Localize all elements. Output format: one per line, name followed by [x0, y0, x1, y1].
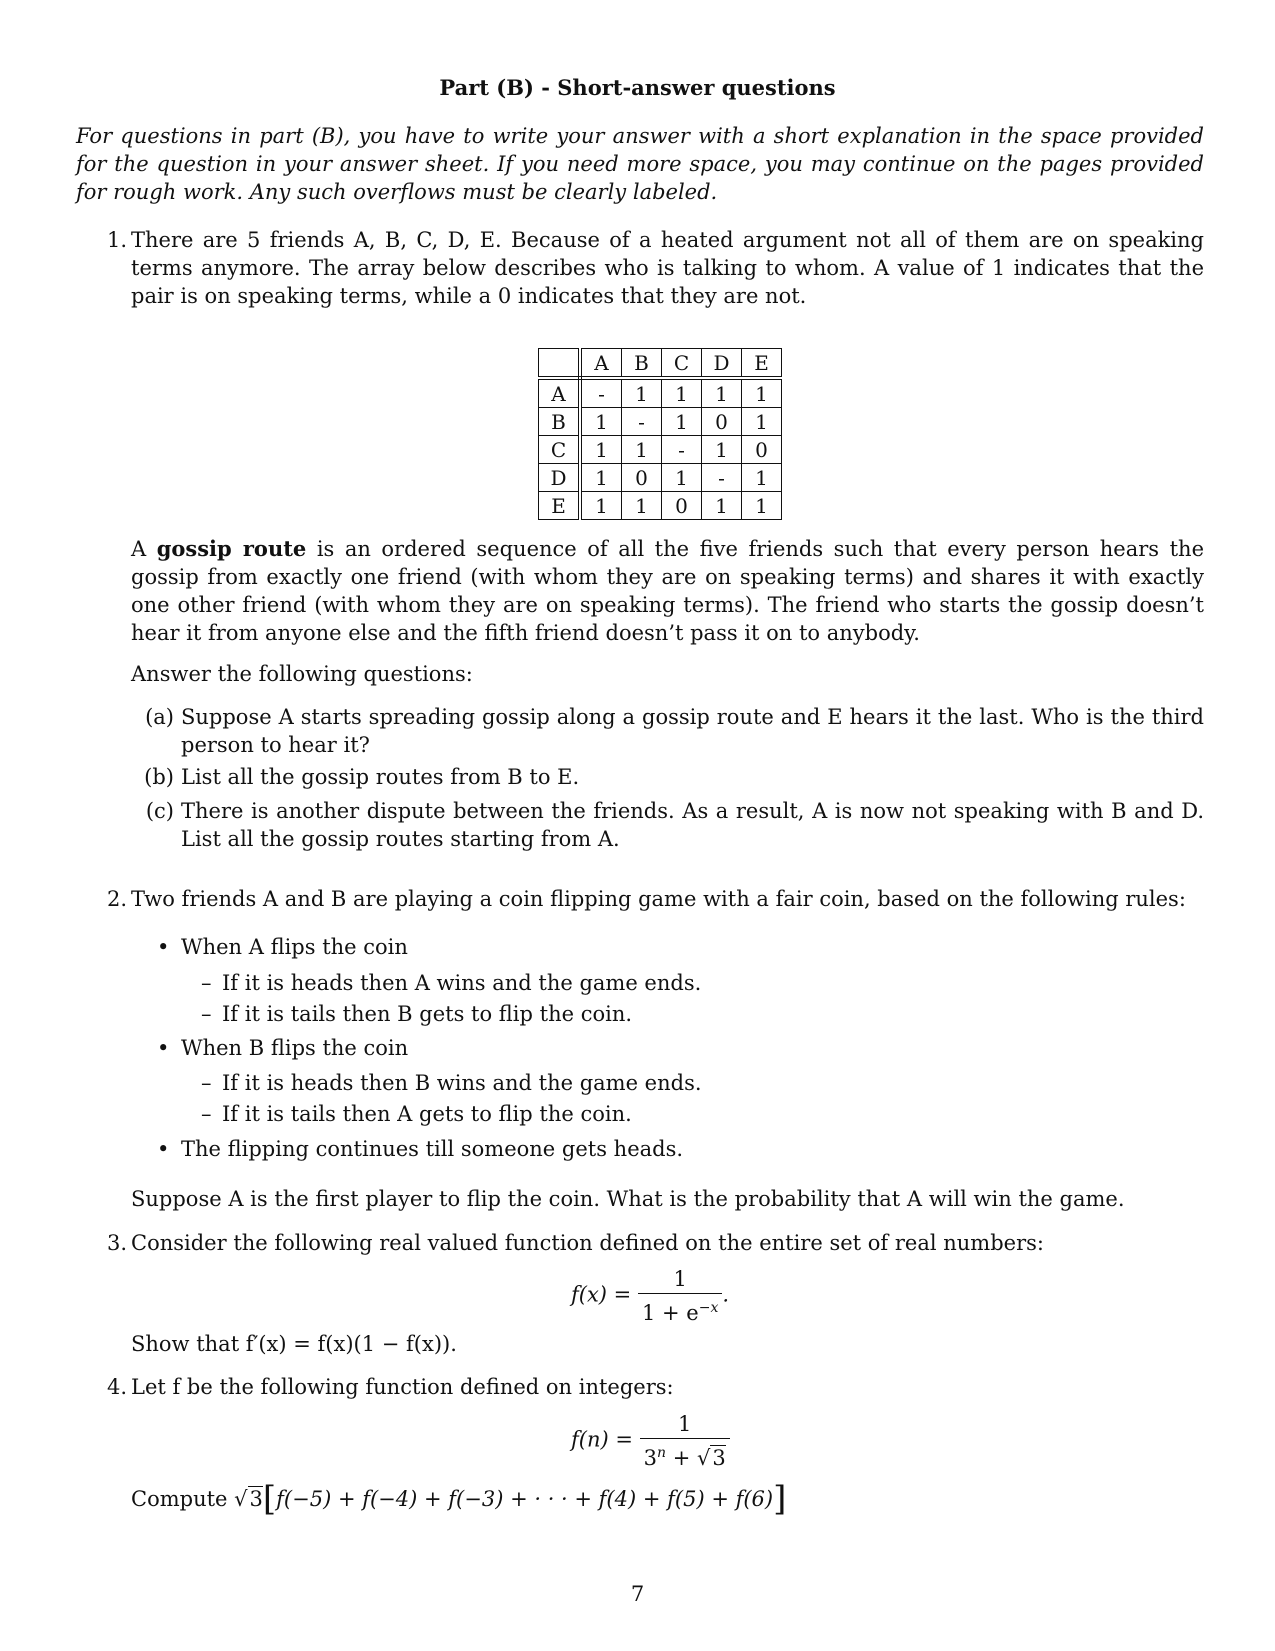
gossip-term: gossip route [156, 536, 307, 561]
speaking-terms-table [538, 348, 782, 520]
denominator [640, 1438, 730, 1472]
q4-text: Let f be the following function defined on integers: [131, 1375, 674, 1399]
table-cell: 1 [742, 464, 782, 492]
dash-icon: – [201, 1102, 212, 1126]
col-header: B [622, 349, 662, 379]
dash-icon: – [201, 1071, 212, 1095]
section-heading: Part (B) - Short-answer questions [439, 75, 836, 100]
q1-number: 1. [106, 228, 127, 252]
right-bracket: ] [773, 1479, 787, 1519]
q3-show: Show that f′(x) = f(x)(1 − f(x)). [131, 1332, 457, 1356]
gossip-route-definition [131, 535, 1204, 647]
bullet-text: When A flips the coin [181, 935, 408, 959]
compute-label: Compute √ [131, 1487, 248, 1511]
table-cell: 1 [662, 408, 702, 436]
bullet-icon: • [157, 1137, 170, 1161]
table-row [539, 436, 782, 464]
part-text: Suppose A starts spreading gossip along a gossip route and E hears it the last. Who is the third person to hear it? [181, 705, 1204, 757]
col-header: D [702, 349, 742, 379]
den-base: 3 [643, 1446, 658, 1470]
table-cell: 0 [622, 464, 662, 492]
denominator [638, 1293, 722, 1327]
table-cell: 1 [622, 436, 662, 464]
table-cell: 1 [742, 408, 782, 436]
q4-compute [131, 1479, 1204, 1519]
bullet-text: The flipping continues till someone gets heads. [181, 1137, 684, 1161]
part-text: There is another dispute between the friends. As a result, A is now not speaking with B and D. List all the gossip routes starting from A. [181, 799, 1204, 851]
bullet-icon: • [157, 1036, 170, 1060]
table-cell: 1 [742, 378, 782, 408]
instructions: For questions in part (B), you have to write your answer with a short explanation in the space provided for the question in your answer sheet. If you need more space, you may continue on the pages provided for rough work. Any such overflows must be clearly labeled. [76, 124, 1204, 204]
table-cell: 1 [580, 436, 622, 464]
gossip-text: is an ordered sequence of all the five friends such that every person hears the gossip from exactly one friend (with whom they are on speaking terms) and shares it with exactly one other friend (with whom they are on speaking terms). The friend who starts the gossip doesn’t hear it from anyone else and the fifth friend doesn’t pass it on to anybody. [131, 537, 1204, 645]
dash-text: If it is tails then A gets to flip the coin. [222, 1102, 632, 1126]
eq-lhs: f(n) = [571, 1427, 633, 1452]
q2-question: Suppose A is the first player to flip the coin. What is the probability that A will win the game. [131, 1187, 1125, 1211]
table-row [539, 408, 782, 436]
table-cell: 0 [742, 436, 782, 464]
q4-number: 4. [106, 1375, 127, 1399]
q3-text: Consider the following real valued function defined on the entire set of real numbers: [131, 1231, 1044, 1255]
table-cell: 1 [742, 492, 782, 520]
numerator: 1 [673, 1267, 687, 1291]
table-cell: 1 [662, 464, 702, 492]
den-radicand: 3 [712, 1446, 726, 1470]
q2-text: Two friends A and B are playing a coin flipping game with a fair coin, based on the following rules: [131, 887, 1186, 911]
row-header: C [539, 436, 581, 464]
row-header: B [539, 408, 581, 436]
row-header: D [539, 464, 581, 492]
row-header: E [539, 492, 581, 520]
dash-icon: – [201, 971, 212, 995]
table-cell: - [580, 378, 622, 408]
part-label: (a) [145, 705, 174, 729]
den-exponent: n [657, 1445, 667, 1461]
col-header: A [580, 349, 622, 379]
q1-text: There are 5 friends A, B, C, D, E. Because of a heated argument not all of them are on speaking terms anymore. The array below describes who is talking to whom. A value of 1 indicates that the pair is on speaking terms, while a 0 indicates that they are not. [131, 228, 1204, 308]
table-row [539, 464, 782, 492]
table-cell: - [662, 436, 702, 464]
bullet-text: When B flips the coin [181, 1036, 409, 1060]
q2-number: 2. [106, 887, 127, 911]
table-cell: 1 [622, 492, 662, 520]
compute-radicand: 3 [249, 1487, 263, 1511]
table-cell: 1 [580, 492, 622, 520]
bullet-icon: • [157, 935, 170, 959]
fraction [640, 1410, 730, 1472]
numerator: 1 [678, 1412, 692, 1436]
part-text: List all the gossip routes from B to E. [181, 765, 580, 789]
table-cell: 1 [662, 378, 702, 408]
gossip-pre: A [131, 537, 157, 561]
answer-prompt: Answer the following questions: [131, 662, 473, 686]
table-cell: 0 [702, 408, 742, 436]
left-bracket: [ [262, 1479, 277, 1519]
den-plus: + √ [666, 1446, 711, 1470]
col-header: C [662, 349, 702, 379]
table-corner [539, 349, 581, 379]
table-header-row [539, 349, 782, 379]
table-cell: 1 [580, 464, 622, 492]
dash-text: If it is tails then B gets to flip the coin. [222, 1002, 633, 1026]
den-exponent: −x [698, 1300, 719, 1316]
den-base: 1 + e [641, 1301, 699, 1325]
table-cell: 0 [662, 492, 702, 520]
table-row [539, 378, 782, 408]
table-cell: - [622, 408, 662, 436]
table-cell: 1 [580, 408, 622, 436]
table-cell: 1 [702, 436, 742, 464]
fraction [638, 1265, 722, 1327]
col-header: E [742, 349, 782, 379]
dash-icon: – [201, 1002, 212, 1026]
dash-text: If it is heads then B wins and the game ends. [222, 1071, 702, 1095]
q3-equation: f(x) = $\frac{1}{1 + e^{-x}}$ . [571, 1267, 730, 1325]
part-label: (c) [145, 799, 174, 823]
table-cell: - [702, 464, 742, 492]
table-cell: 1 [622, 378, 662, 408]
table-row [539, 492, 782, 520]
row-header: A [539, 378, 581, 408]
table-cell: 1 [702, 378, 742, 408]
page-number: 7 [630, 1582, 645, 1606]
compute-expression: f(−5) + f(−4) + f(−3) + · · · + f(4) + f(5) + f(6) [276, 1487, 774, 1511]
eq-lhs: f(x) = [571, 1282, 632, 1307]
q3-number: 3. [106, 1231, 127, 1255]
table-cell: 1 [702, 492, 742, 520]
q4-equation [571, 1410, 730, 1472]
dash-text: If it is heads then A wins and the game ends. [222, 971, 702, 995]
part-label: (b) [144, 765, 174, 789]
